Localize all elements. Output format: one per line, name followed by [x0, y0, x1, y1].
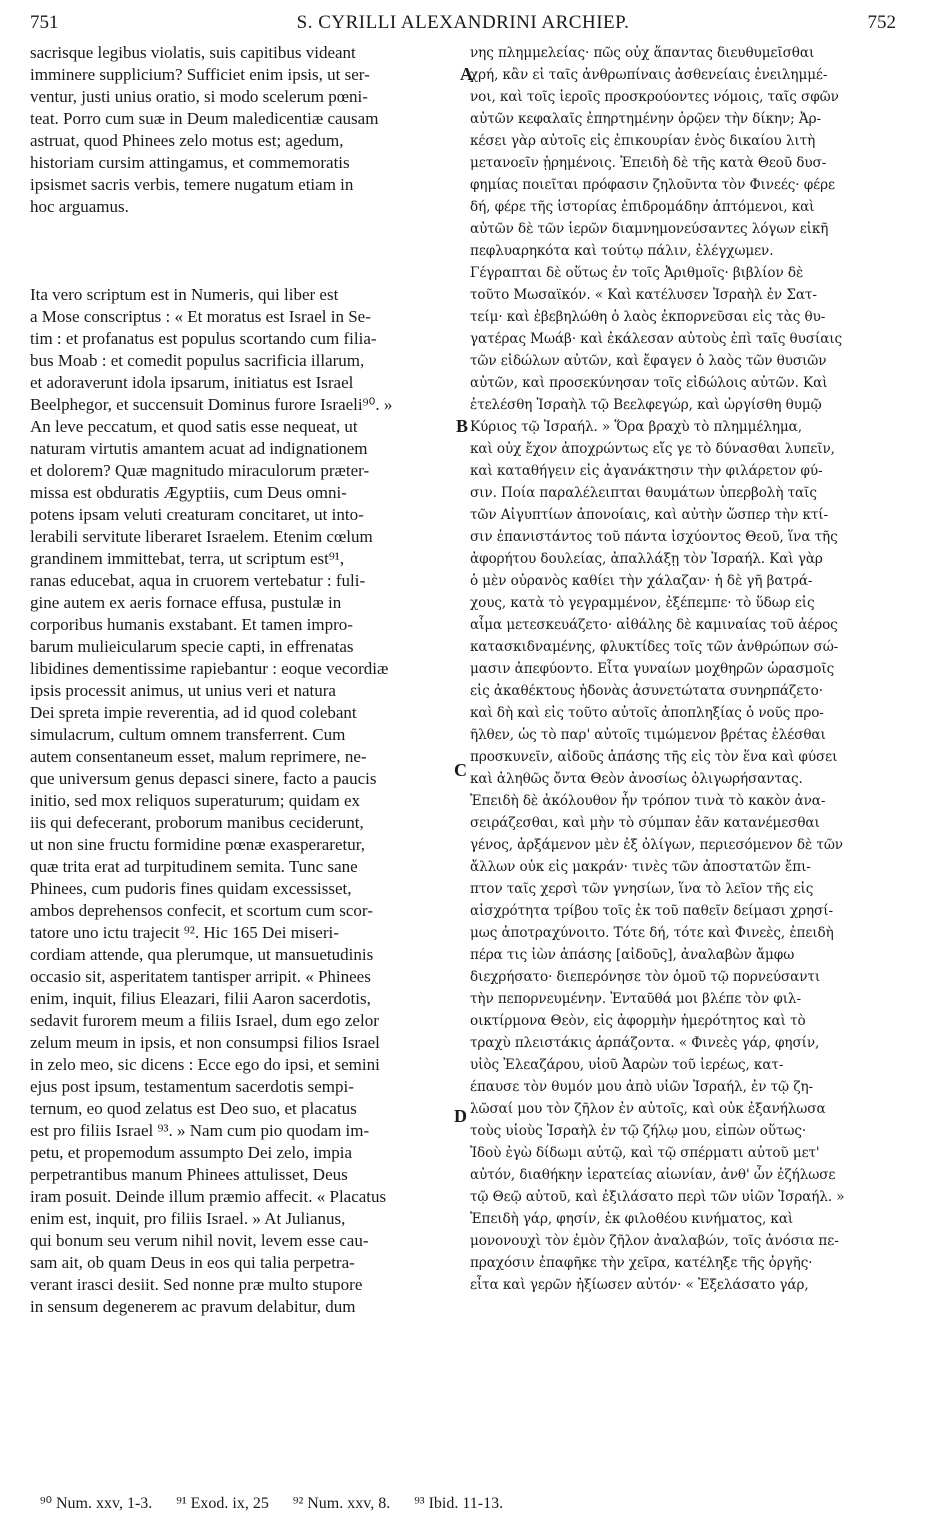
text-line: historiam cursim attingamus, et commemoratis [30, 153, 350, 172]
text-line: αὐτόν, διαθήκην ἱερατείας αἰωνίαν, ἀνθ' ὧν ἐζήλωσε [470, 1167, 836, 1183]
text-line: έπαυσε τὸν θυμόν μου ἀπὸ υἱῶν Ἰσραήλ, ἐν τῷ ζη- [470, 1079, 814, 1095]
text-line: barum mulieicularum specie capti, in effrenatas [30, 637, 354, 656]
text-line: qui bonum seu verum nihil novit, levem esse cau- [30, 1231, 369, 1250]
text-line: perpetrantibus manum Phinees attulisset, Deus [30, 1165, 348, 1184]
text-line: τὴν πεπορνευμένην. Ἐνταῦθά μοι βλέπε τὸν φιλ- [470, 991, 801, 1007]
text-line: sam ait, ob quam Deus in eos qui talia perpetra- [30, 1253, 355, 1272]
text-line: enim, inquit, filius Eleazari, filii Aaron sacerdotis, [30, 989, 371, 1008]
text-line: iram posuit. Deinde illum præmio affecit. « Placatus [30, 1187, 387, 1206]
text-line: μασιν ἀπεφύοντο. Εἶτα γυναίων μοχθηρῶν ὡρασμοῖς [470, 661, 835, 677]
text-line: tatore uno ictu trajecit ⁹². Hic 165 Dei miseri- [30, 923, 339, 942]
footnote: ⁹¹ Exod. ix, 25 [176, 1495, 269, 1512]
text-line: naturam virtutis amantem acuat ad indignationem [30, 439, 368, 458]
running-title: S. CYRILLI ALEXANDRINI ARCHIEP. [296, 12, 630, 33]
text-line [30, 218, 458, 240]
text-line: τείμ· καὶ ἐβεβηλώθη ὁ λαὸς ἐκπορνεῦσαι εἰς τὰς θυ- [470, 309, 826, 325]
text-line: σιν. Ποία παραλέλειπται θαυμάτων ὑπερβολὴ ταῖς [470, 485, 817, 501]
text-line: ἐτελέσθη Ἰσραὴλ τῷ Βεελφεγώρ, καὶ ὠργίσθη θυμῷ [470, 397, 822, 413]
text-line: Κύριος τῷ Ἰσραήλ. » Ὅρα βραχὺ τὸ πλημμέλημα, [470, 419, 802, 435]
page-number-right: 752 [867, 12, 896, 33]
text-line: φημίας ποιεῖται πρόφασιν ζηλοῦντα τὸν Φινεές· φέρε [470, 177, 835, 193]
text-line: An leve peccatum, et quod satis esse nequeat, ut [30, 417, 358, 436]
text-line: Ἐπειδὴ γάρ, φησίν, ἐκ φιλοθέου κινήματος, καὶ [470, 1211, 794, 1227]
text-line: occasio sit, asperitatem tantisper arripit. « Phinees [30, 967, 371, 986]
text-line: τῷ Θεῷ αὐτοῦ, καὶ ἐξιλάσατο περὶ τῶν υἱῶν Ἰσραήλ. » [470, 1189, 845, 1205]
text-line: ut non sine fructu formidine pœnæ exasperaretur, [30, 835, 365, 854]
text-line: προσκυνεῖν, αἰδοῦς ἁπάσης τῆς εἰς τὸν ἕνα καὶ φύσει [470, 749, 838, 765]
text-line: enim est, inquit, pro filiis Israel. » At Julianus, [30, 1209, 346, 1228]
margin-marker-b: B [456, 416, 469, 436]
text-line: autem consentaneum esset, malum reprimere, ne- [30, 747, 367, 766]
text-line: Ita vero scriptum est in Numeris, qui liber est [30, 285, 339, 304]
text-line: simulacrum, cultum omnem transferrent. Cum [30, 725, 346, 744]
text-line: κέσει γὰρ αὐτοῖς εἰς ἐπικουρίαν ἑνὸς δικαίου λιτὴ [470, 133, 816, 149]
text-line: εἰς ἀκαθέκτους ἡδονὰς ἀσυνετώτατα συνηρπάζετο· [470, 683, 823, 699]
text-line [30, 262, 458, 284]
text-line: petu, et propemodum assumpto Dei zelo, impia [30, 1143, 352, 1162]
text-line: ipsis processit animus, ut unius veri et natura [30, 681, 336, 700]
text-line: καὶ καταθήγειν εἰς ἀγανάκτησιν τὴν φιλάρετον φύ- [470, 463, 823, 479]
text-line: χους, κατὰ τὸ γεγραμμένον, ἐξέπεμπε· τὸ ὕδωρ εἰς [470, 595, 815, 611]
text-line: λῶσαί μου τὸν ζῆλον ἐν αὐτοῖς, καὶ οὐκ ἐξανήλωσα [470, 1101, 826, 1117]
text-line: a Mose conscriptus : « Et moratus est Israel in Se- [30, 307, 371, 326]
text-line: καὶ οὐχ ἔχον ἀποχρώντως εἴς γε τὸ δύνασθαι λυπεῖν, [470, 441, 835, 457]
text-line: τῶν Αἰγυπτίων ἀπονοίαις, καὶ αὐτὴν ὥσπερ τὴν κτί- [470, 507, 828, 523]
text-line: τραχὺ πλειστάκις ἁρπάζοντα. « Φινεὲς γάρ, φησίν, [470, 1035, 820, 1051]
text-line: υἱὸς Ἐλεαζάρου, υἱοῦ Ἀαρὼν τοῦ ἱερέως, κατ- [470, 1057, 784, 1073]
text-line: σειράζεσθαι, καὶ μὴν τὸ σύμπαν ἐᾶν κατανέμεσθαι [470, 815, 820, 831]
footnote: ⁹² Num. xxv, 8. [292, 1495, 391, 1512]
footnote: ⁹⁰ Num. xxv, 1-3. [40, 1495, 153, 1512]
text-line: πεφλυαρηκότα καὶ τούτῳ πάλιν, ἐλέγχωμεν. [470, 243, 774, 259]
text-line: hoc arguamus. [30, 197, 129, 216]
text-line: καὶ ἀληθῶς ὄντα Θεὸν ἀνοσίως ὀλιγωρήσαντας. [470, 771, 803, 787]
text-line: sacrisque legibus violatis, suis capitibus videant [30, 43, 356, 62]
text-line: que universum genus depasci sinere, facto a paucis [30, 769, 377, 788]
text-line: αὐτῶν δὲ τῶν ἱερῶν διαμνημονεύσαντες λόγων εἰκῆ [470, 221, 829, 237]
text-line: Beelphegor, et succensuit Dominus furore Israeli⁹⁰. » [30, 395, 393, 414]
text-line: μονονουχὶ τὸν ἐμὸν ζῆλον ἀναλαβών, τοῖς ἀνόσια πε- [470, 1233, 839, 1249]
text-line: αἰσχρότητα τρίβου τοῖς ἐκ τοῦ παθεῖν δείμασι χρησί- [470, 903, 833, 919]
text-line: in sensum degenerem ac pravum delabitur, dum [30, 1297, 356, 1316]
text-line: αὐτῶν κεφαλαῖς ἐπηρτημένην ὁρῷεν τὴν δίκην; Ἀρ- [470, 111, 821, 127]
text-line: διεχρήσατο· διεπερόνησε τὸν ὁμοῦ τῷ πορνεύσαντι [470, 969, 821, 985]
text-line: libidines dementissime rapiebantur : eoque vecordiæ [30, 659, 389, 678]
text-line: σιν ἐπανιστάντος τοῦ πάντα ἰσχύοντος Θεοῦ, ἵνα τῆς [470, 529, 838, 545]
text-line: πραχόσιν ἐπαφῆκε τὴν χεῖρα, κατέληξε τῆς ὀργῆς· [470, 1255, 813, 1271]
page-header [30, 12, 896, 42]
text-line: Γέγραπται δὲ οὕτως ἐν τοῖς Ἀριθμοῖς· βιβλίον δὲ [470, 265, 804, 281]
margin-marker-d: D [454, 1106, 467, 1126]
text-line: ventur, justi unius oratio, si modo scelerum pœni- [30, 87, 368, 106]
text-line: ejus post ipsum, testamentum sacerdotis sempi- [30, 1077, 354, 1096]
text-line: καὶ δὴ καὶ εἰς τοῦτο αὐτοῖς ἀποπληξίας ὁ νοῦς προ- [470, 705, 824, 721]
text-line: Phinees, cum pudoris fines quidam excessisset, [30, 879, 352, 898]
text-line: ipsismet sacris verbis, temere nugatum etiam in [30, 175, 354, 194]
text-line: αὐτῶν, καὶ προσεκύνησαν τοῖς εἰδώλοις αὐτῶν. Καὶ [470, 375, 828, 391]
text-line: δή, φέρε τῆς ἱστορίας ἐπιδρομάδην ἁπτόμενοι, καὶ [470, 199, 815, 215]
text-line: verant irasci desiit. Sed nonne præ multo stupore [30, 1275, 363, 1294]
text-line: missa est obduratis Ægyptiis, cum Deus omni- [30, 483, 347, 502]
text-line: Ἐπειδὴ δὲ ἀκόλουθον ἦν τρόπον τινὰ τὸ κακὸν ἀνα- [470, 793, 826, 809]
text-line: ternum, eo quod zelatus est Deo suo, et placatus [30, 1099, 357, 1118]
text-line: ἀφορήτου δουλείας, ἀπαλλάξῃ τὸν Ἰσραήλ. Καὶ γὰρ [470, 551, 823, 567]
text-line: χρή, κἂν εἰ ταῖς ἀνθρωπίναις ἀσθενείαις ἐνειλημμέ- [470, 67, 828, 83]
text-line: τοῦτο Μωσαϊκόν. « Καὶ κατέλυσεν Ἰσραὴλ ἐν Σατ- [470, 287, 817, 303]
text-line: κατασκιδναμένης, φλυκτίδες τοῖς τῶν ἀνθρώπων σώ- [470, 639, 839, 655]
text-line: Dei spreta impie reverentia, ad id quod colebant [30, 703, 357, 722]
text-line: corporibus humanis exstabant. Et tamen impro- [30, 615, 353, 634]
text-line: ranas educebat, aqua in cruorem vertebatur : fuli- [30, 571, 366, 590]
margin-marker-c: C [454, 760, 467, 780]
text-line: quæ trita erat ad turpitudinem semita. Tunc sane [30, 857, 358, 876]
text-line: lerabili servitute liberaret Israelem. Etenim cœlum [30, 527, 373, 546]
greek-column [470, 42, 896, 1296]
text-line: γατέρας Μωάβ· καὶ ἐκάλεσαν αὐτοὺς ἐπὶ ταῖς θυσίαις [470, 331, 843, 347]
text-line: potens ipsam veluti creaturam concitaret, ut into- [30, 505, 364, 524]
text-line: astruat, quod Phinees zelo motus est; agedum, [30, 131, 344, 150]
text-line: gine autem ex aeris fornace effusa, pustulæ in [30, 593, 342, 612]
latin-column [30, 42, 458, 1318]
text-line: εἶτα καὶ γερῶν ἠξίωσεν αὐτόν· « Ἐξελάσατο γάρ, [470, 1277, 809, 1293]
footnote: ⁹³ Ibid. 11-13. [414, 1495, 504, 1512]
footnotes [40, 1492, 900, 1516]
text-line: μετανοεῖν ᾑρημένοις. Ἐπειδὴ δὲ τῆς κατὰ Θεοῦ δυσ- [470, 155, 827, 171]
text-line: teat. Porro cum suæ in Deum maledicentiæ causam [30, 109, 379, 128]
text-line: μως ἀποτραχύνοιτο. Τότε δή, τότε καὶ Φινεὲς, ἐπειδὴ [470, 925, 834, 941]
text-line: πέρα τις ἰὼν ἁπάσης [αἰδοῦς], ἀναλαβὼν ἄμφω [470, 947, 795, 963]
text-line: bus Moab : et comedit populus sacrificia illarum, [30, 351, 365, 370]
page-number-left: 751 [30, 12, 59, 33]
text-line: τοὺς υἱοὺς Ἰσραὴλ ἐν τῷ ζήλῳ μου, εἰπὼν οὕτως· [470, 1123, 807, 1139]
text-line: τῶν εἰδώλων αὐτῶν, καὶ ἔφαγεν ὁ λαὸς τῶν θυσιῶν [470, 353, 827, 369]
text-line: tim : et profanatus est populus scortando cum filia- [30, 329, 377, 348]
text-line: νης πλημμελείας· πῶς οὐχ ἅπαντας διευθυμεῖσθαι [470, 45, 815, 61]
text-line: Ἰδοὺ ἐγὼ δίδωμι αὐτῷ, καὶ τῷ σπέρματι αὐτοῦ μετ' [470, 1145, 820, 1161]
text-line: αἷμα μετεσκευάζετο· αἰθάλης δὲ καμιναίας τοῦ ἀέρος [470, 617, 838, 633]
text-line: γένος, ἀρξάμενον μὲν ἐξ ὀλίγων, περιεσόμενον δὲ τῶν [470, 837, 843, 853]
text-line: est pro filiis Israel ⁹³. » Nam cum pio quodam im- [30, 1121, 370, 1140]
text-line: et adoraverunt idola ipsarum, initiatus est Israel [30, 373, 354, 392]
text-line: initio, sed mox reliquos superaturum; quidam ex [30, 791, 361, 810]
text-line: ambos deprehensos confecit, et scortum cum scor- [30, 901, 373, 920]
text-line: ῆλθεν, ὡς τὸ παρ' αὐτοῖς τιμώμενον βρέτας ἑλέσθαι [470, 727, 826, 743]
text-line: imminere supplicium? Sufficiet enim ipsis, ut ser- [30, 65, 370, 84]
text-line: grandinem immittebat, terra, ut scriptum est⁹¹, [30, 549, 345, 568]
text-line: οικτίρμονα Θεὸν, εἰς ἀφορμὴν ἡμερότητος καὶ τὸ [470, 1013, 806, 1029]
text-line: iis qui defecerant, proborum manibus ceciderunt, [30, 813, 364, 832]
text-line: cordiam attende, qua plerumque, ut mansuetudinis [30, 945, 374, 964]
text-line: πτον ταῖς χερσὶ τῶν γνησίων, ἵνα τὸ λεῖον τῆς εἰς [470, 881, 814, 897]
text-line: sedavit furorem meum a filiis Israel, dum ego zelor [30, 1011, 379, 1030]
text-line: ἄλλων οὐκ εἰς μακράν· τινὲς τῶν ἀποστατῶν ἔπι- [470, 859, 811, 875]
text-line: zelum meum in ipsis, et non consumpsi filios Israel [30, 1033, 380, 1052]
text-line: νοι, καὶ τοῖς ἱεροῖς προσκρούοντες νόμοις, ταῖς σφῶν [470, 89, 839, 105]
text-line: in zelo meo, sic dicens : Ecce ego do ipsi, et semini [30, 1055, 380, 1074]
text-line: et dolorem? Quæ magnitudo miraculorum præter- [30, 461, 370, 480]
text-line [30, 240, 458, 262]
margin-marker-a: A [460, 64, 473, 84]
text-line: ὁ μὲν οὐρανὸς καθίει τὴν χάλαζαν· ἡ δὲ γῆ βατρά- [470, 573, 813, 589]
